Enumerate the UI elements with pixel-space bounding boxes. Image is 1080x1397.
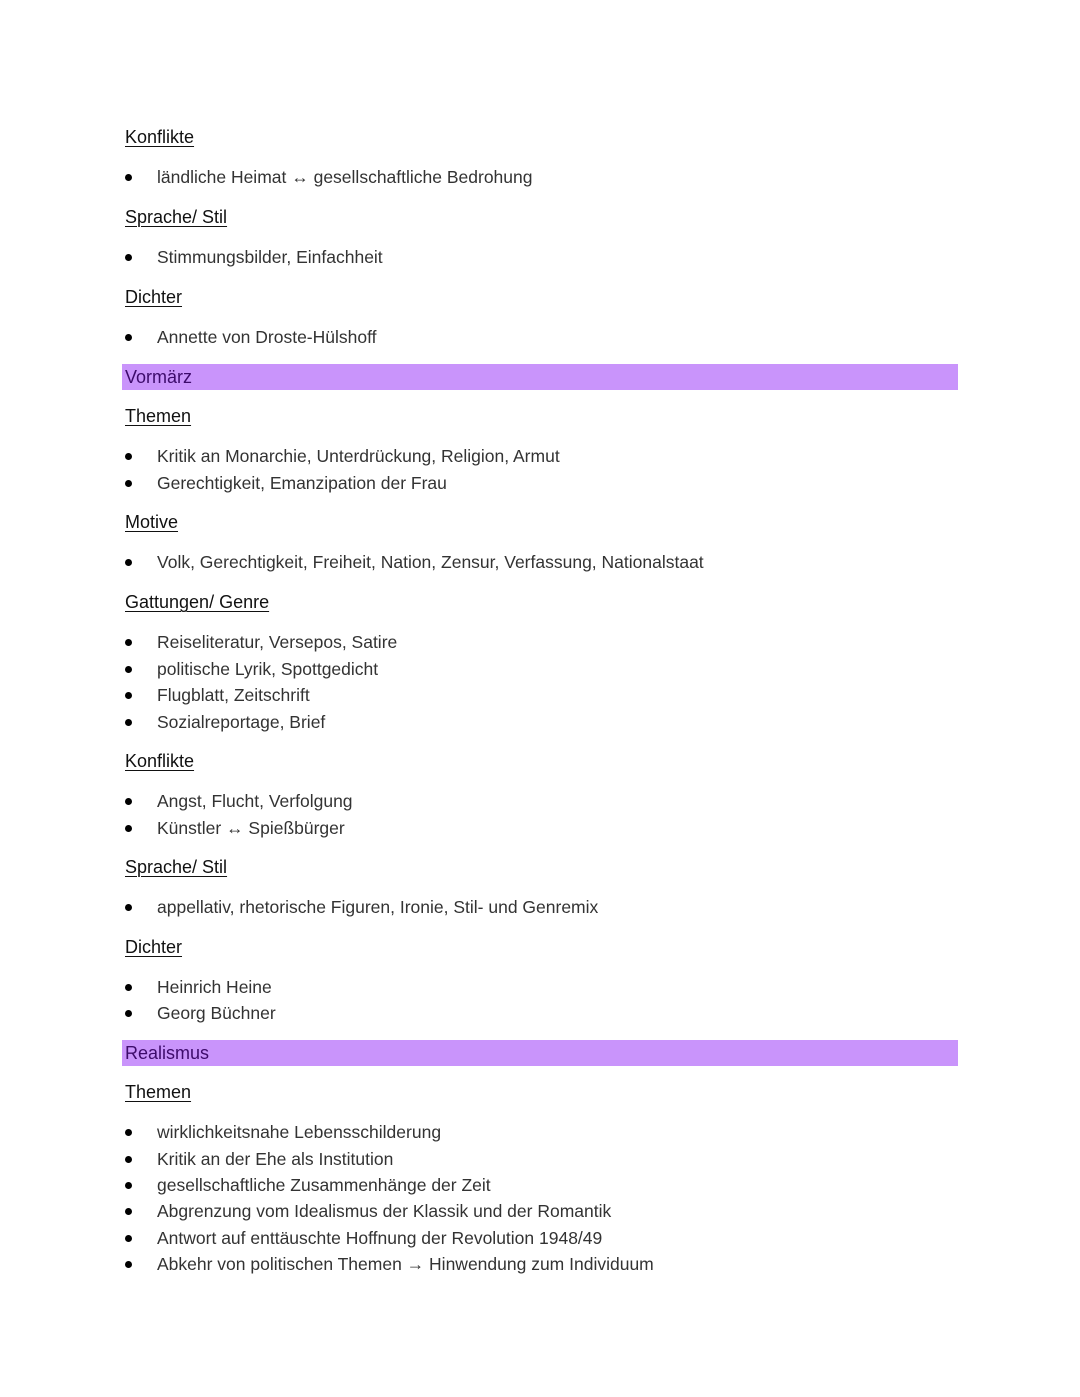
bullet-icon [125, 254, 132, 261]
heading-dichter: Dichter [125, 937, 183, 957]
epoch-bar-realismus: Realismus [122, 1040, 958, 1066]
bullet-icon [125, 453, 132, 460]
bullet-icon [125, 719, 132, 726]
bullet-icon [125, 984, 132, 991]
bullet-icon [125, 480, 132, 487]
bullet-icon [125, 692, 132, 699]
bullet-icon [125, 174, 132, 181]
bullet-icon [125, 1208, 132, 1215]
heading-konflikte: Konflikte [125, 751, 195, 771]
document-page: Konflikte ländliche Heimat ↔ gesellschaftliche Bedrohung Sprache/ Stil Stimmungsbilder, Einfachheit Dichter Annette von Droste-Hülshoff Vormärz Themen Kritik an Monarchie, Unterdrückung, Religion, Armut Gerechtigkeit, Emanzipation der Frau Motive Volk, Gerechtigkeit, Freiheit, Nation, Zensur, Verfassung, Nationalstaat Gattungen/ Genre Reiseliteratur, Versepos, Satire politische Lyrik, Spottgedicht Flugblatt, Zeitschrift Sozialreportage, Brief Konflikte Angst, Flucht, Verfolgung Künstler ↔ Spießbürger Sprache/ Stil appellativ, rhetorische Figuren, Ironie, Stil- und Genremix Dichter Heinrich Heine Georg Büchner Realismus Themen wirklichkeitsnahe Lebensschilderung Kritik an der Ehe als Institution gesellschaftliche Zusammenhänge der Zeit Abgrenzung vom Idealismus der Klassik und der Romantik Antwort auf enttäuschte Hoffnung der Revolution 1948/49 Abkehr von politischen Themen → Hinwendung zum Individuum [0, 0, 1080, 1397]
bullet-icon [125, 334, 132, 341]
heading-dichter: Dichter [125, 287, 183, 307]
heading-motive: Motive [125, 512, 179, 532]
bullet-icon [125, 1235, 132, 1242]
heading-themen: Themen [125, 406, 192, 426]
bullet-icon [125, 1182, 132, 1189]
epoch-bar-vormaerz: Vormärz [122, 364, 958, 390]
bullet-icon [125, 559, 132, 566]
bullet-icon [125, 1010, 132, 1017]
heading-sprache-stil: Sprache/ Stil [125, 207, 228, 227]
heading-gattungen-genre: Gattungen/ Genre [125, 592, 270, 612]
bullet-icon [125, 639, 132, 646]
bullet-icon [125, 825, 132, 832]
heading-themen: Themen [125, 1082, 192, 1102]
bullet-icon [125, 1261, 132, 1268]
bullet-icon [125, 798, 132, 805]
heading-konflikte: Konflikte [125, 127, 195, 147]
bullet-icon [125, 904, 132, 911]
heading-sprache-stil: Sprache/ Stil [125, 857, 228, 877]
bullet-icon [125, 1129, 132, 1136]
bullet-icon [125, 1156, 132, 1163]
bullet-icon [125, 666, 132, 673]
